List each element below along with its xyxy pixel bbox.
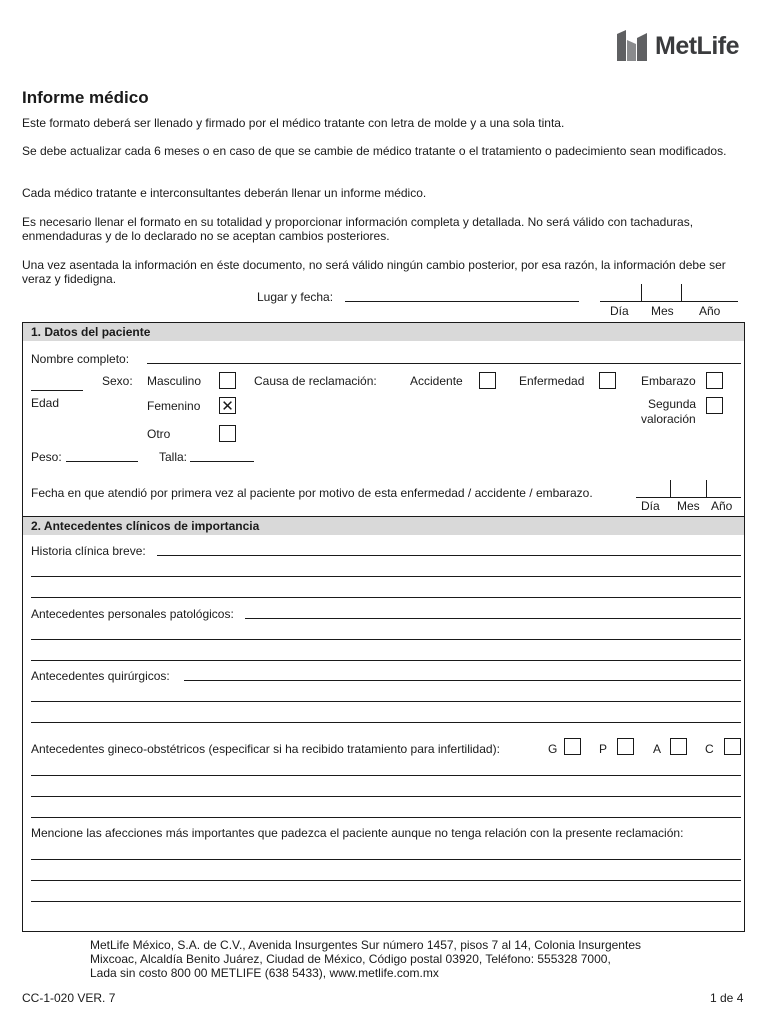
claim-second-opinion-label-1: Segunda [648, 397, 697, 411]
gyneco-line-1[interactable] [31, 775, 741, 776]
gyneco-p-box[interactable] [617, 738, 634, 755]
place-date-field[interactable] [345, 301, 579, 302]
sex-female-checkbox[interactable] [219, 397, 236, 414]
claim-illness-checkbox[interactable] [599, 372, 616, 389]
surgical-line-3[interactable] [31, 722, 741, 723]
gyneco-p-label: P [599, 742, 608, 756]
footer-address-line-1: MetLife México, S.A. de C.V., Avenida Insurgentes Sur número 1457, pisos 7 al 14, Colonia Insurgentes [90, 938, 641, 952]
claim-cause-label: Causa de reclamación: [254, 374, 377, 388]
gyneco-g-box[interactable] [564, 738, 581, 755]
gyneco-line-2[interactable] [31, 796, 741, 797]
full-name-label: Nombre completo: [31, 352, 130, 366]
gyneco-g-label: G [548, 742, 558, 756]
page-number: 1 de 4 [710, 991, 744, 1005]
main-conditions-line-1[interactable] [31, 859, 741, 860]
metlife-logo [616, 30, 750, 62]
gyneco-a-box[interactable] [670, 738, 687, 755]
sex-other-label: Otro [147, 427, 171, 441]
brief-history-field[interactable] [157, 555, 741, 556]
intro-paragraph-2: Se debe actualizar cada 6 meses o en caso de que se cambie de médico tratante o el tratamiento o padecimiento sean modificados. [22, 144, 727, 158]
header-date-field[interactable] [600, 301, 738, 302]
brand-name: MetLife [655, 32, 739, 60]
first-attention-label: Fecha en que atendió por primera vez al paciente por motivo de esta enfermedad / accidente / embarazo. [31, 486, 593, 500]
personal-pathological-field[interactable] [245, 618, 741, 619]
claim-pregnancy-label: Embarazo [641, 374, 696, 388]
header-day-label: Día [610, 304, 629, 318]
page-title: Informe médico [22, 88, 149, 107]
header-year-label: Año [699, 304, 721, 318]
sex-male-checkbox[interactable] [219, 372, 236, 389]
intro-paragraph-1: Este formato deberá ser llenado y firmado por el médico tratante con letra de molde y a una sola tinta. [22, 116, 565, 130]
claim-pregnancy-checkbox[interactable] [706, 372, 723, 389]
gyneco-label: Antecedentes gineco-obstétricos (especificar si ha recibido tratamiento para infertilidad): [31, 742, 500, 756]
height-label: Talla: [159, 450, 188, 464]
surgical-field[interactable] [184, 680, 741, 681]
surgical-line-2[interactable] [31, 701, 741, 702]
intro-paragraph-5: Una vez asentada la información en éste documento, no será válido ningún cambio posterior, por esa razón, la información debe ser veraz y fidedigna. [22, 258, 726, 286]
metlife-logo-mark-icon [616, 30, 650, 62]
full-name-field[interactable] [147, 363, 741, 364]
gyneco-c-label: C [705, 742, 714, 756]
first-attention-month-label: Mes [677, 499, 700, 513]
footer-address-line-3: Lada sin costo 800 00 METLIFE (638 5433), www.metlife.com.mx [90, 966, 439, 980]
form-code: CC-1-020 VER. 7 [22, 991, 116, 1005]
main-conditions-label: Mencione las afecciones más importantes que padezca el paciente aunque no tenga relación con la presente reclamación: [31, 826, 684, 840]
sex-male-label: Masculino [147, 374, 202, 388]
claim-illness-label: Enfermedad [519, 374, 585, 388]
personal-pathological-line-2[interactable] [31, 639, 741, 640]
claim-accident-label: Accidente [410, 374, 463, 388]
section-2-title: 2. Antecedentes clínicos de importancia [31, 519, 260, 533]
sex-label: Sexo: [102, 374, 133, 388]
first-attention-day-label: Día [641, 499, 660, 513]
brief-history-line-3[interactable] [31, 597, 741, 598]
personal-pathological-label: Antecedentes personales patológicos: [31, 607, 234, 621]
age-label: Edad [31, 396, 60, 410]
intro-paragraph-3: Cada médico tratante e interconsultantes deberán llenar un informe médico. [22, 186, 427, 200]
form-frame [22, 322, 745, 932]
personal-pathological-line-3[interactable] [31, 660, 741, 661]
main-conditions-line-3[interactable] [31, 901, 741, 902]
weight-label: Peso: [31, 450, 62, 464]
gyneco-c-box[interactable] [724, 738, 741, 755]
surgical-label: Antecedentes quirúrgicos: [31, 669, 170, 683]
first-attention-year-label: Año [711, 499, 733, 513]
brief-history-line-2[interactable] [31, 576, 741, 577]
brief-history-label: Historia clínica breve: [31, 544, 146, 558]
female-checked-mark: ✕ [221, 397, 234, 415]
age-field[interactable] [31, 390, 83, 391]
weight-field[interactable] [66, 461, 138, 462]
gyneco-line-3[interactable] [31, 817, 741, 818]
intro-paragraph-4: Es necesario llenar el formato en su totalidad y proporcionar información completa y detallada. No será válido con tachaduras, enmendaduras y de lo declarado no se aceptan cambios posteriores. [22, 215, 694, 243]
section-1-title: 1. Datos del paciente [31, 325, 151, 339]
claim-accident-checkbox[interactable] [479, 372, 496, 389]
footer-address-line-2: Mixcoac, Alcaldía Benito Juárez, Ciudad de México, Código postal 03920, Teléfono: 555328 7000, [90, 952, 611, 966]
first-attention-date-field[interactable] [636, 497, 741, 498]
height-field[interactable] [190, 461, 254, 462]
main-conditions-line-2[interactable] [31, 880, 741, 881]
sex-other-checkbox[interactable] [219, 425, 236, 442]
sex-female-label: Femenino [147, 399, 201, 413]
gyneco-a-label: A [653, 742, 662, 756]
claim-second-opinion-checkbox[interactable] [706, 397, 723, 414]
claim-second-opinion-label-2: valoración [641, 412, 696, 426]
header-month-label: Mes [651, 304, 674, 318]
place-date-label: Lugar y fecha: [257, 290, 334, 304]
